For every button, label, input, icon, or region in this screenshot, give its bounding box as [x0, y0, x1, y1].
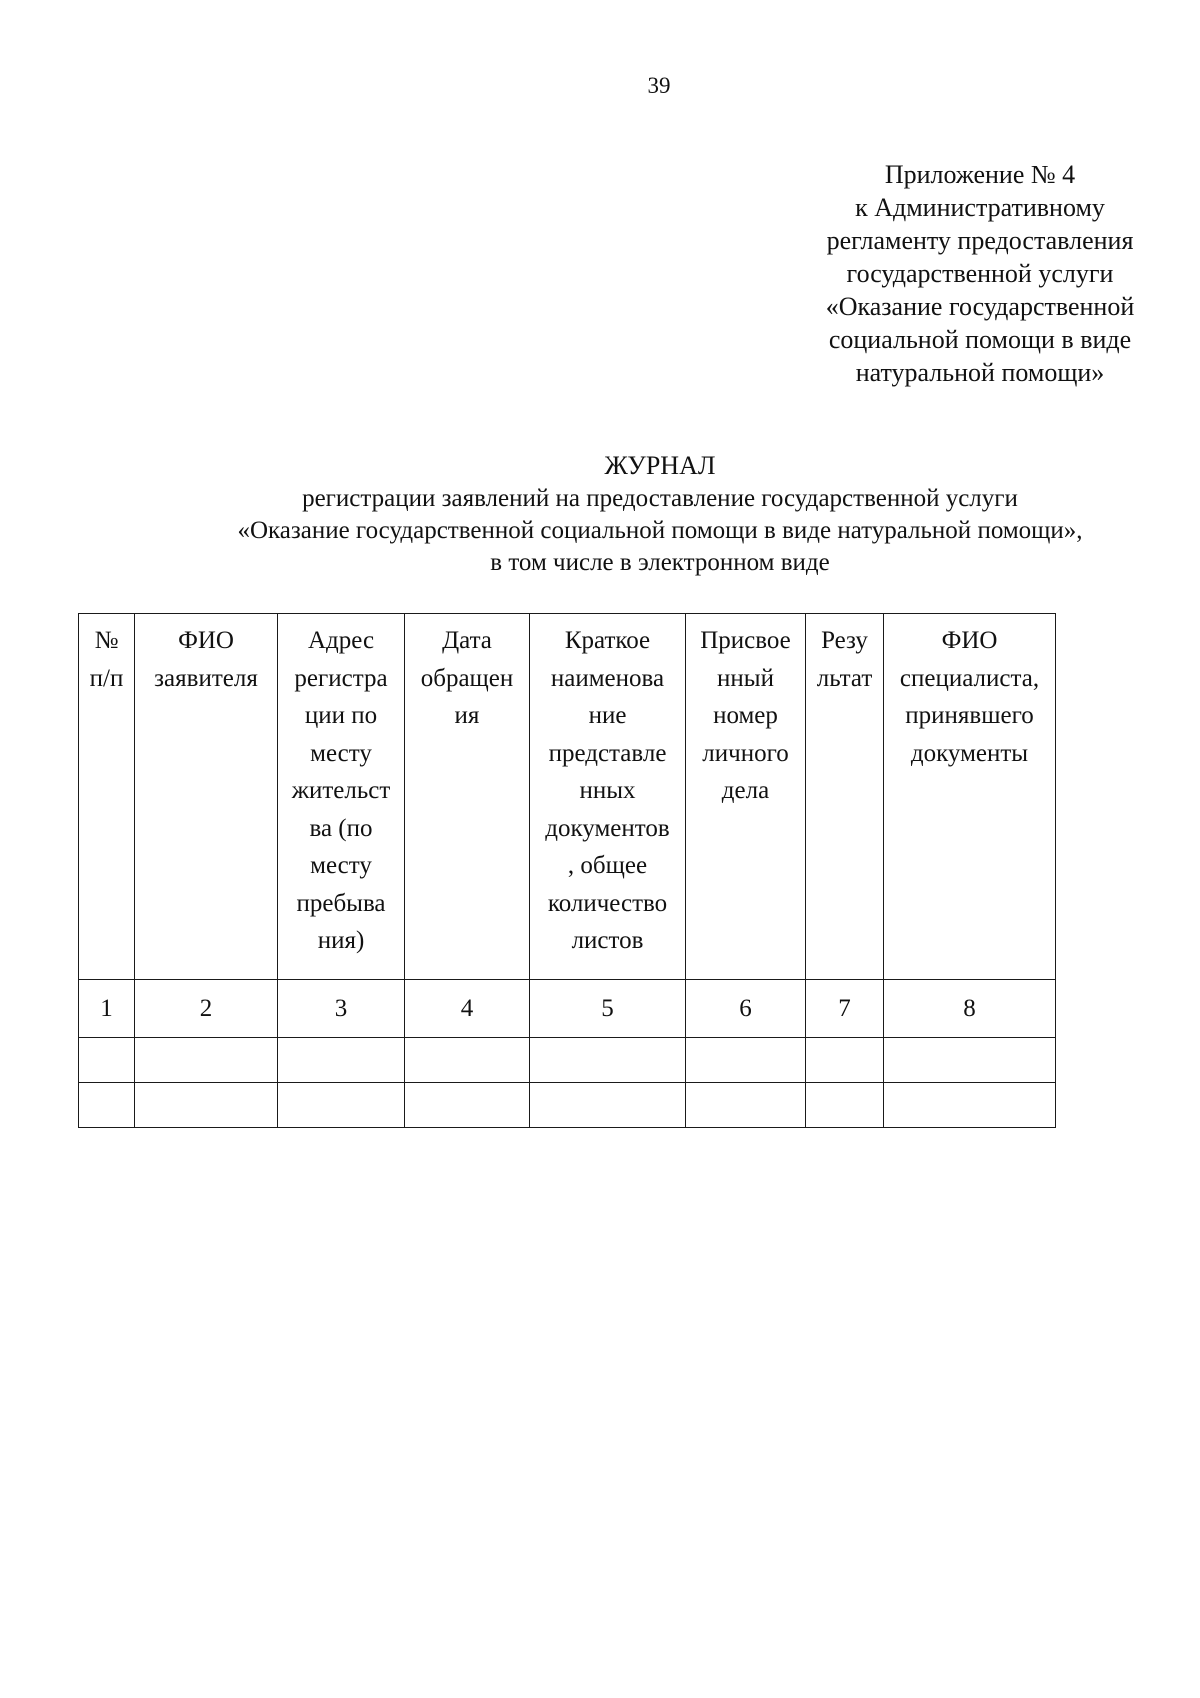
column-header-line: Присвое: [700, 627, 791, 654]
column-number-row: [79, 980, 1056, 1038]
column-header-line: ия: [454, 702, 480, 729]
column-header-line: нных: [579, 777, 636, 804]
column-header-line: нный: [717, 664, 774, 692]
column-header-line: ние: [588, 702, 627, 729]
column-number-cell: 2: [135, 980, 278, 1038]
column-header-line: регистра: [294, 664, 388, 692]
appendix-line: социальной помощи в виде: [828, 325, 1132, 354]
column-header-7: [806, 614, 884, 980]
column-number-cell: 3: [278, 980, 405, 1038]
journal-subtitle-line: в том числе в электронном виде: [490, 549, 830, 576]
column-header-line: Адрес: [307, 627, 375, 654]
journal-subtitle-line: регистрации заявлений на предоставление государственной услуги: [302, 485, 1018, 512]
registration-table: [78, 613, 1056, 1128]
empty-cell[interactable]: [806, 1038, 884, 1083]
appendix-line: Приложение № 4: [884, 160, 1076, 189]
table-header-row: [79, 614, 1056, 980]
empty-cell[interactable]: [278, 1083, 405, 1128]
column-header-line: специалиста,: [899, 664, 1040, 692]
column-header-8: [884, 614, 1056, 980]
empty-cell[interactable]: [530, 1038, 686, 1083]
empty-cell[interactable]: [884, 1083, 1056, 1128]
journal-subtitle-line: «Оказание государственной социальной помощи в виде натуральной помощи»,: [237, 517, 1083, 544]
column-header-line: заявителя: [154, 664, 258, 692]
column-number-cell: 4: [405, 980, 530, 1038]
appendix-line: государственной услуги: [846, 259, 1114, 288]
journal-title: ЖУРНАЛ: [604, 451, 716, 480]
column-header-line: обращен: [420, 664, 514, 692]
page-number: 39: [647, 73, 671, 98]
appendix-line: регламенту предоставления: [826, 226, 1134, 255]
column-number-cell: 5: [530, 980, 686, 1038]
empty-cell[interactable]: [79, 1038, 135, 1083]
column-header-line: месту: [310, 852, 372, 879]
column-header-line: документов: [545, 814, 670, 842]
column-header-line: Дата: [442, 627, 492, 654]
column-header-line: ния): [317, 927, 365, 954]
column-header-2: [135, 614, 278, 980]
appendix-line: «Оказание государственной: [825, 292, 1135, 321]
column-header-line: жительст: [291, 777, 391, 804]
empty-cell[interactable]: [405, 1038, 530, 1083]
column-header-line: личного: [702, 739, 789, 767]
column-header-line: ции по: [304, 702, 378, 729]
column-header-line: , общее: [567, 852, 648, 879]
column-header-line: пребыва: [296, 889, 386, 917]
column-header-line: Резу: [821, 627, 868, 654]
column-header-line: количество: [547, 889, 668, 917]
column-header-line: принявшего: [905, 702, 1034, 729]
column-header-line: №: [94, 627, 119, 654]
column-number-cell: 1: [79, 980, 135, 1038]
journal-heading: [120, 450, 1200, 579]
column-header-line: представле: [548, 739, 667, 767]
empty-cell[interactable]: [79, 1083, 135, 1128]
appendix-line: к Административному: [855, 193, 1105, 222]
empty-cell[interactable]: [806, 1083, 884, 1128]
column-header-5: [530, 614, 686, 980]
column-header-line: льтат: [816, 664, 873, 692]
table-row: [79, 1083, 1056, 1128]
empty-cell[interactable]: [135, 1083, 278, 1128]
empty-cell[interactable]: [686, 1083, 806, 1128]
column-header-3: [278, 614, 405, 980]
empty-cell[interactable]: [278, 1038, 405, 1083]
empty-cell[interactable]: [135, 1038, 278, 1083]
appendix-line: натуральной помощи»: [855, 358, 1105, 387]
column-header-line: ва (по: [309, 814, 373, 842]
column-header-1: [79, 614, 135, 980]
column-header-line: листов: [571, 927, 644, 954]
column-header-line: ФИО: [178, 627, 234, 654]
column-header-6: [686, 614, 806, 980]
column-header-line: дела: [721, 777, 770, 804]
column-header-4: [405, 614, 530, 980]
empty-cell[interactable]: [530, 1083, 686, 1128]
column-header-line: документы: [910, 739, 1029, 767]
empty-cell[interactable]: [686, 1038, 806, 1083]
appendix-block: [790, 158, 1170, 389]
column-header-line: ФИО: [941, 627, 998, 654]
column-header-line: номер: [713, 702, 778, 729]
column-number-cell: 8: [884, 980, 1056, 1038]
table-row: [79, 1038, 1056, 1083]
column-header-line: наименова: [550, 664, 665, 692]
column-header-line: п/п: [89, 664, 124, 692]
column-number-cell: 6: [686, 980, 806, 1038]
column-header-line: Краткое: [564, 627, 651, 654]
column-header-line: месту: [310, 739, 372, 767]
column-number-cell: 7: [806, 980, 884, 1038]
empty-cell[interactable]: [405, 1083, 530, 1128]
empty-cell[interactable]: [884, 1038, 1056, 1083]
